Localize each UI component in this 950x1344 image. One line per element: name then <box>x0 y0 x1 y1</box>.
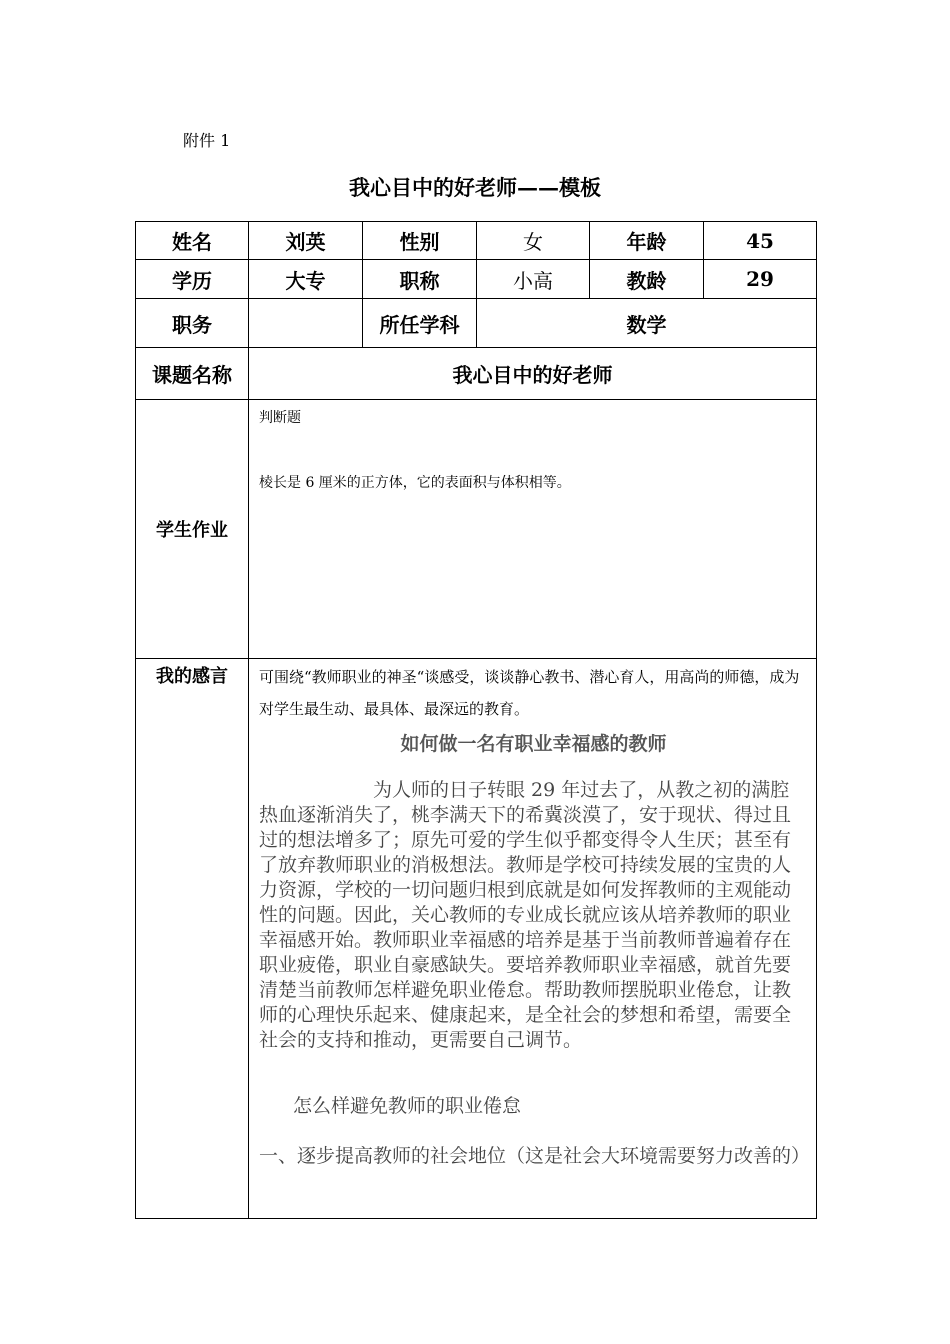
rank-label: 职称 <box>363 260 477 299</box>
position-label: 职务 <box>136 299 249 348</box>
subject-value: 数学 <box>477 299 817 348</box>
article-subheading: 怎么样避免教师的职业倦怠 <box>293 1095 522 1117</box>
article-title: 如何做一名有职业幸福感的教师 <box>400 733 667 755</box>
table-row <box>136 659 817 1219</box>
table-row <box>136 348 817 400</box>
homework-label: 学生作业 <box>136 400 249 659</box>
table-row <box>136 299 817 348</box>
gender-value: 女 <box>477 222 590 260</box>
subject-label: 所任学科 <box>363 299 477 348</box>
homework-question: 棱长是 6 厘米的正方体，它的表面积与体积相等。 <box>259 475 571 491</box>
age-value: 45 <box>704 222 817 260</box>
rank-value: 小高 <box>477 260 590 299</box>
gender-label: 性别 <box>363 222 477 260</box>
article-body: 为人师的日子转眼 29 年过去了，从教之初的满腔热血逐渐消失了，桃李满天下的希冀淡漠了，安于现状、得过且过的想法增多了；原先可爱的学生似乎都变得令人生厌；甚至有了放弃教师职业的消极想法。教师是学校可持续发展的宝贵的人力资源，学校的一切问题归根到底就是如何发挥教师的主观能动性的问题。因此，关心教师的专业成长就应该从培养教师的职业幸福感开始。教师职业幸福感的培养是基于当前教师普遍着存在职业疲倦，职业自豪感缺失。要培养教师职业幸福感，就首先要清楚当前教师怎样避免职业倦怠。帮助教师摆脱职业倦怠，让教师的心理快乐起来、健康起来，是全社会的梦想和希望，需要全社会的支持和推动，更需要自己调节。 <box>259 779 792 1051</box>
age-label: 年龄 <box>590 222 704 260</box>
teaching-years-label: 教龄 <box>590 260 704 299</box>
topic-value: 我心目中的好老师 <box>249 348 817 400</box>
table-row <box>136 400 817 659</box>
reflection-cell <box>249 659 817 1219</box>
reflection-intro: 可围绕“教师职业的神圣“谈感受，谈谈静心教书、潜心育人，用高尚的师德，成为对学生最生动、最具体、最深远的教育。 <box>259 668 800 718</box>
homework-cell <box>249 400 817 659</box>
position-value <box>249 299 363 348</box>
reflection-label: 我的感言 <box>136 659 249 1219</box>
name-label: 姓名 <box>136 222 249 260</box>
table-row <box>136 260 817 299</box>
table-row <box>136 222 817 260</box>
topic-label: 课题名称 <box>136 348 249 400</box>
document-title: 我心目中的好老师——模板 <box>349 175 601 200</box>
homework-type: 判断题 <box>259 410 301 426</box>
education-label: 学历 <box>136 260 249 299</box>
name-value: 刘英 <box>249 222 363 260</box>
attachment-label: 附件 1 <box>183 131 231 150</box>
education-value: 大专 <box>249 260 363 299</box>
teaching-years-value: 29 <box>704 260 817 299</box>
teacher-info-table <box>135 221 817 1219</box>
article-point-1: 一、逐步提高教师的社会地位（这是社会大环境需要努力改善的） <box>259 1145 811 1167</box>
